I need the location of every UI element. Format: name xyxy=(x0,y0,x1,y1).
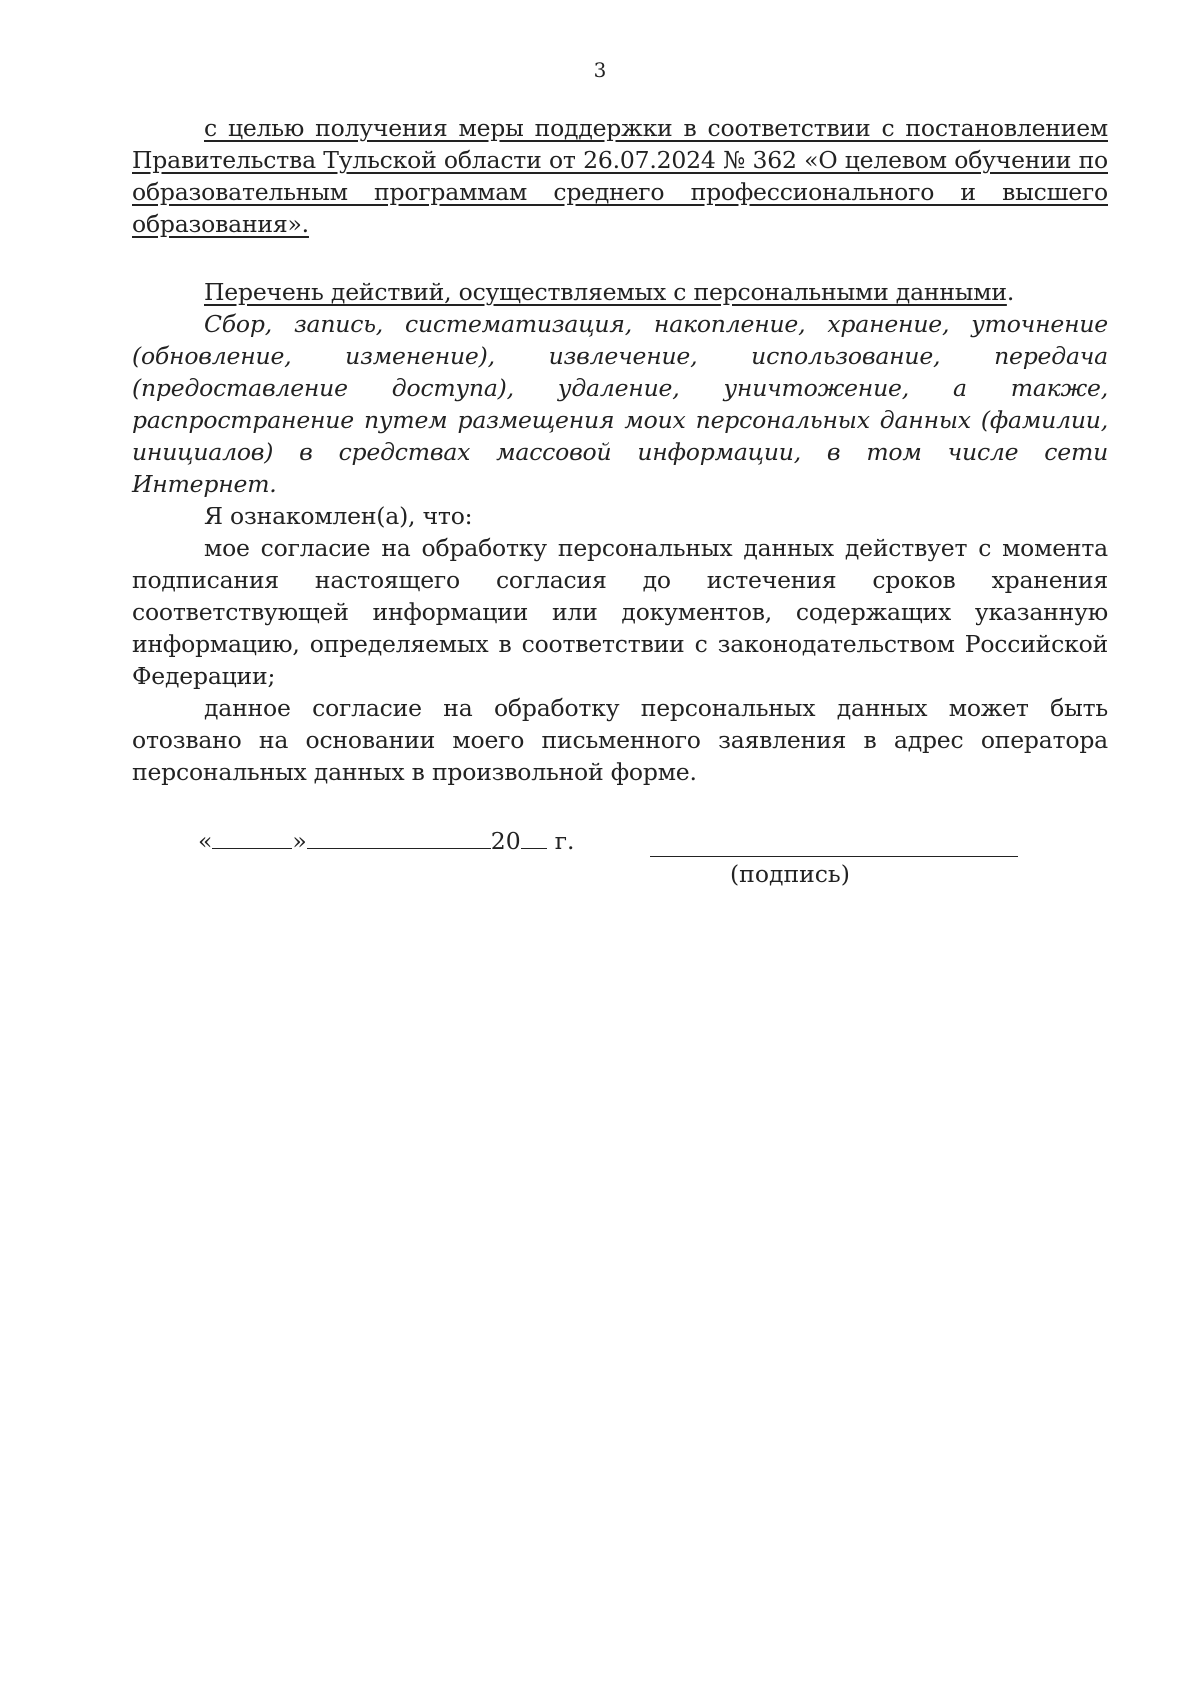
purpose-paragraph: с целью получения меры поддержки в соответствии с постановлением Правительства Тульской области от 26.07.2024 № 362 «О целевом обучении по образовательным программам среднего профессионального и высшего образования». xyxy=(132,114,1108,238)
year-prefix: 20 xyxy=(490,827,521,855)
month-blank[interactable] xyxy=(307,826,491,849)
date-field-line xyxy=(198,826,574,855)
year-suffix: г. xyxy=(554,827,575,855)
consent-revocation-paragraph: данное согласие на обработку персональных данных может быть отозвано на основании моего письменного заявления в адрес оператора персональных данных в произвольной форме. xyxy=(132,694,1108,786)
actions-heading-line xyxy=(132,276,1108,308)
signature-label: (подпись) xyxy=(730,860,850,888)
date-open-quote: « xyxy=(198,827,213,855)
acknowledged-intro: Я ознакомлен(а), что: xyxy=(204,502,473,530)
signature-line[interactable] xyxy=(650,856,1018,857)
actions-list: Сбор, запись, систематизация, накопление, хранение, уточнение (обновление, изменение), извлечение, использование, передача (предоставление доступа), удаление, уничтожение, а также, распространение путем размещения моих персональных данных (фамилии, инициалов) в средствах массовой информации, в том числе сети Интернет. xyxy=(132,310,1108,498)
year-blank[interactable] xyxy=(521,826,547,849)
day-blank[interactable] xyxy=(212,826,292,849)
purpose-section xyxy=(132,112,1108,240)
consent-validity-paragraph: мое согласие на обработку персональных данных действует с момента подписания настоящего согласия до истечения сроков хранения соответствующей информации или документов, содержащих указанную информацию, определяемых в соответствии с законодательством Российской Федерации; xyxy=(132,534,1108,690)
date-close-quote: » xyxy=(292,827,307,855)
actions-heading: Перечень действий, осуществляемых с персональными данными xyxy=(204,278,1007,306)
page-number: 3 xyxy=(593,58,607,82)
actions-heading-end: . xyxy=(1006,278,1015,306)
actions-section xyxy=(132,276,1108,788)
